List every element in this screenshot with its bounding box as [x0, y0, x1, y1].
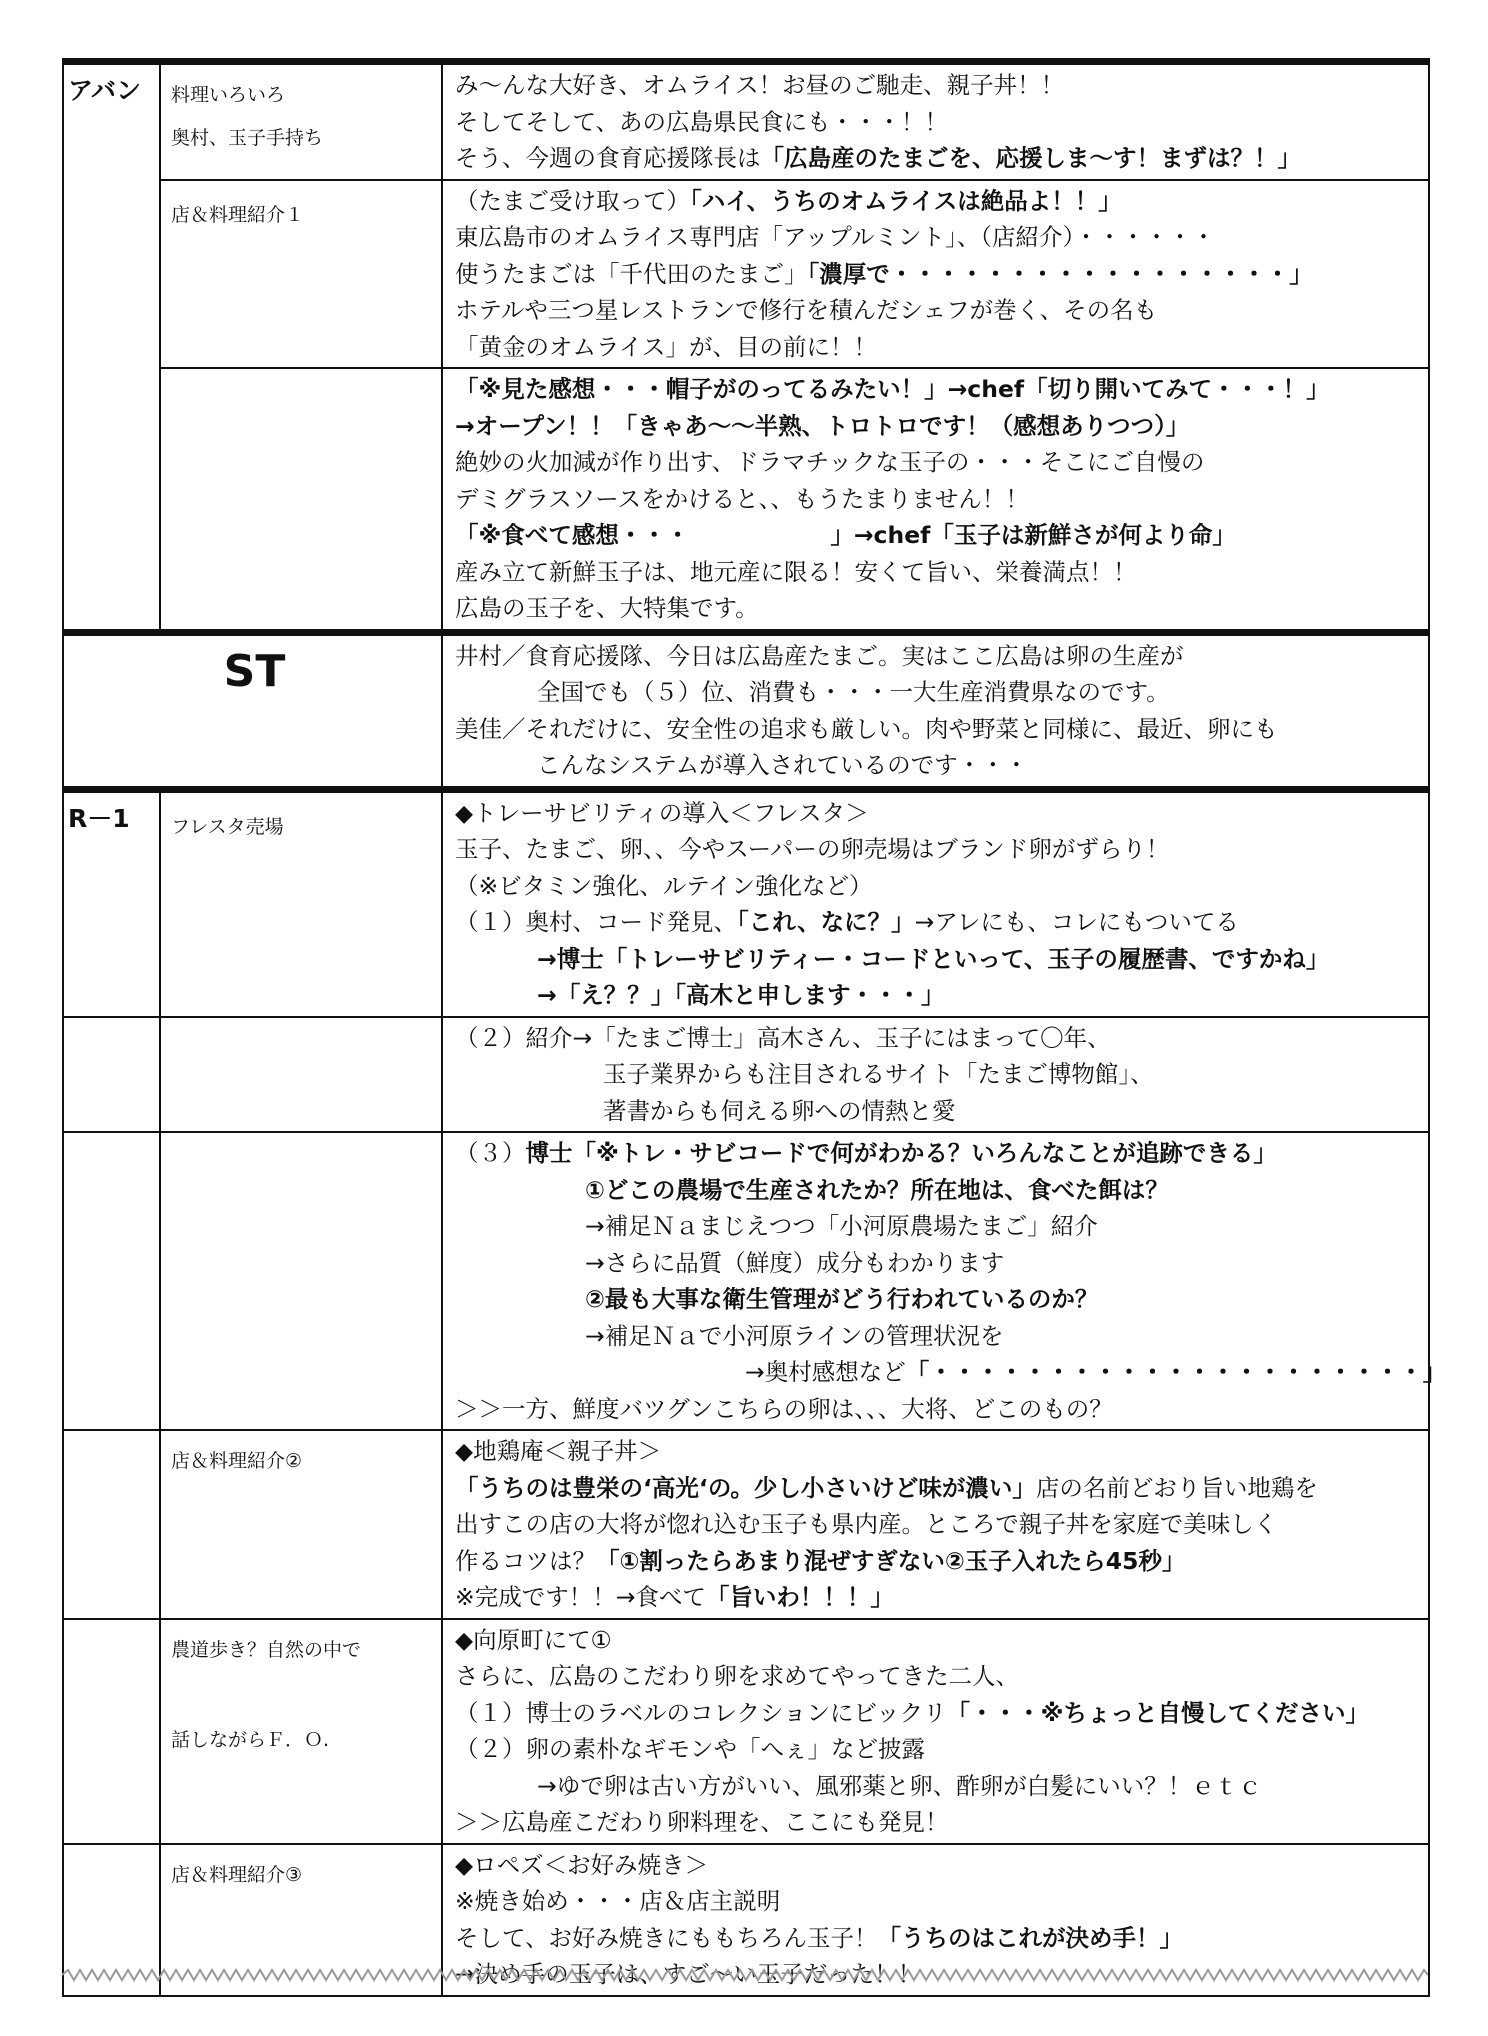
cue-text: 店＆料理紹介②: [171, 1450, 303, 1472]
narration-aban-3: [442, 368, 1429, 632]
narration-r1-4: [442, 1430, 1429, 1619]
cue-text: 奥村、玉子手持ち: [171, 126, 324, 149]
line-part: →アレにも、コレにもついてる: [914, 908, 1239, 936]
cue-text: 料理いろいろ: [171, 84, 286, 106]
script-line: 産み立て新鮮玉子は、地元産に限る！安くて旨い、栄養満点！！: [455, 557, 1137, 586]
cue-text: 農道歩き？自然の中で: [171, 1638, 362, 1661]
script-line: 絶妙の火加減が作り出す、ドラマチックな玉子の・・・そこにご自慢の: [455, 448, 1205, 476]
cue-aban-3: [160, 368, 442, 632]
line-part: そして、お好み焼きにももちろん玉子！: [455, 1923, 878, 1952]
aban-row-1: [63, 62, 1429, 180]
script-line: ①どこの農場で生産されたか？所在地は、食べた餌は？: [585, 1175, 1169, 1204]
script-line: そしてそして、あの広島県民食にも・・・！！: [455, 107, 949, 136]
script-line: こんなシステムが導入されているのです・・・: [537, 751, 1029, 779]
script-line: ②最も大事な衛生管理がどう行われているのか？: [585, 1285, 1099, 1313]
script-line: [455, 1354, 1447, 1391]
script-line: 東広島市のオムライス専門店「アップルミント」、（店紹介）・・・・・・: [455, 223, 1216, 251]
section-cell-empty: [63, 1619, 160, 1844]
line-part: 「広島産のたまごを、応援しま～す！まずは？！」: [760, 144, 1301, 172]
script-line: →さらに品質（鮮度）成分もわかります: [585, 1248, 1005, 1277]
cue-text: 店＆料理紹介③: [171, 1863, 303, 1886]
script-line: ※焼き始め・・・店＆店主説明: [455, 1887, 781, 1915]
script-line: [455, 140, 1428, 177]
r1-row-4: [63, 1430, 1429, 1619]
section-cell-empty: [63, 1017, 160, 1133]
script-line: →補足Ｎａまじえつつ「小河原農場たまご」紹介: [585, 1212, 1098, 1240]
script-line: ◆トレーサビリティの導入＜フレスタ＞: [455, 798, 869, 827]
script-line: （※ビタミン強化、ルテイン強化など）: [455, 871, 873, 900]
script-line: 広島の玉子を、大特集です。: [455, 594, 759, 622]
section-cell-empty: [63, 1430, 160, 1619]
narration-aban-2: [442, 180, 1429, 369]
r1-row-5: [63, 1619, 1429, 1844]
line-part: 「旨いわ！！！」: [705, 1583, 894, 1611]
r1-row-3: [63, 1132, 1429, 1430]
script-line: 玉子業界からも注目されるサイト「たまご博物館」、: [603, 1060, 1154, 1088]
script-line: →博士「トレーサビリティー・コードといって、玉子の履歴書、ですかね」: [537, 944, 1330, 973]
script-table: [62, 58, 1447, 1997]
line-part: 店の名前どおり旨い地鶏を: [1035, 1473, 1318, 1502]
script-line: [455, 183, 1428, 220]
r1-row-1: [63, 789, 1429, 1017]
script-line: [455, 1135, 1428, 1172]
line-part: 「ハイ、うちのオムライスは絶品よ！！」: [690, 186, 1122, 215]
line-part: 「これ、なに？」: [737, 908, 915, 936]
script-line: 出すこの店の大将が惚れ込む玉子も県内産。ところで親子丼を家庭で美味しく: [455, 1510, 1278, 1538]
script-line: 「黄金のオムライス」が、目の前に！！: [455, 332, 878, 361]
cue-r1-5: [160, 1619, 442, 1844]
line-part: →奥村感想など: [745, 1358, 906, 1386]
script-line: さらに、広島のこだわり卵を求めてやってきた二人、: [455, 1662, 1019, 1690]
script-line: [455, 1470, 1428, 1507]
script-line: →「え？？」「高木と申します・・・」: [537, 981, 945, 1009]
line-part: （１）奥村、コード発見、: [455, 908, 737, 936]
line-part: 博士「※トレ・サビコードで何がわかる？いろんなことが追跡できる」: [525, 1139, 1277, 1167]
section-label-aban: アバン: [63, 62, 160, 633]
cue-aban-2: [160, 180, 442, 369]
section-cell-empty: [63, 1132, 160, 1430]
st-row: [63, 632, 1429, 789]
script-line: 「※食べて感想・・・ 」→chef「玉子は新鮮さが何より命」: [455, 521, 1236, 549]
script-line: ＞＞一方、鮮度バツグンこちらの卵は、、、大将、どこのもの？: [455, 1394, 1113, 1423]
script-line: →オープン！！「きゃあ～～半熟、トロトロです！（感想ありつつ）」: [455, 411, 1190, 440]
script-line: →ゆで卵は古い方がいい、風邪薬と卵、酢卵が白髪にいい？！ｅｔｃ: [537, 1771, 1262, 1800]
line-part: 「濃厚で・・・・・・・・・・・・・・・・・」: [807, 259, 1313, 288]
script-line: 全国でも（５）位、消費も・・・一大生産消費県なのです。: [537, 678, 1170, 706]
narration-r1-1: [442, 789, 1429, 1017]
section-label-st: ST: [63, 632, 442, 789]
line-part: 「うちのはこれが決め手！」: [877, 1923, 1184, 1952]
cue-aban-1: [160, 62, 442, 180]
script-line: →決め手の玉子は、すご～い玉子だった！！: [455, 1960, 922, 1988]
torn-edge-line: [62, 1970, 1428, 1980]
line-part: 「・・・・・・・・・・・・・・・・・・・・・」: [905, 1358, 1447, 1386]
line-part: （３）: [455, 1139, 526, 1167]
cue-r1-3: [160, 1132, 442, 1430]
script-line: [455, 904, 1428, 941]
line-part: 「①割ったらあまり混ぜすぎない②玉子入れたら45秒」: [596, 1546, 1186, 1575]
script-line: [455, 1920, 1428, 1957]
line-part: 作るコツは？: [455, 1546, 596, 1575]
script-line: [455, 1695, 1428, 1732]
section-label-r1: R－1: [63, 789, 160, 1017]
script-line: ＞＞広島産こだわり卵料理を、ここにも発見！: [455, 1808, 949, 1836]
script-line: →補足Ｎａで小河原ラインの管理状況を: [585, 1321, 1004, 1350]
script-line: [455, 1543, 1428, 1580]
line-part: 使うたまごは「千代田のたまご」: [455, 259, 808, 288]
line-part: 「うちのは豊栄の‘高光‘の。少し小さいけど味が濃い」: [455, 1473, 1036, 1502]
line-part: ※完成です！！→食べて: [455, 1583, 706, 1611]
narration-r1-3: [442, 1132, 1447, 1430]
cue-text: フレスタ売場: [171, 815, 284, 838]
narration-r1-5: [442, 1619, 1429, 1844]
cue-r1-1: [160, 789, 442, 1017]
script-line: [455, 1579, 1428, 1616]
line-part: （たまご受け取って）: [455, 186, 690, 215]
line-part: 「・・・※ちょっと自慢してください」: [946, 1698, 1369, 1727]
script-line: 「※見た感想・・・帽子がのってるみたい！」→chef「切り開いてみて・・・！」: [455, 375, 1330, 403]
script-line: 玉子、たまご、卵、、今やスーパーの卵売場はブランド卵がずらり！: [455, 835, 1170, 863]
script-line: （２）卵の素朴なギモンや「へぇ」など披露: [455, 1735, 925, 1763]
script-line: ◆向原町にて①: [455, 1625, 612, 1654]
narration-r1-2: [442, 1017, 1429, 1133]
script-line: [455, 256, 1428, 293]
narration-aban-1: [442, 62, 1429, 180]
cue-r1-4: [160, 1430, 442, 1619]
script-line: 井村／食育応援隊、今日は広島産たまご。実はここ広島は卵の生産が: [455, 641, 1184, 670]
cue-r1-2: [160, 1017, 442, 1133]
script-line: ホテルや三つ星レストランで修行を積んだシェフが巻く、その名も: [455, 296, 1158, 324]
script-line: （２）紹介→「たまご博士」高木さん、玉子にはまって〇年、: [455, 1023, 1111, 1052]
torn-edge-decoration: [62, 1968, 1428, 1982]
script-line: 美佳／それだけに、安全性の追求も厳しい。肉や野菜と同様に、最近、卵にも: [455, 714, 1278, 743]
script-line: 著書からも伺える卵への情熱と愛: [603, 1096, 956, 1125]
narration-st: [442, 632, 1429, 789]
script-line: ◆地鶏庵＜親子丼＞: [455, 1437, 662, 1465]
line-part: そう、今週の食育応援隊長は: [455, 144, 761, 172]
script-line: ◆ロペズ＜お好み焼き＞: [455, 1850, 709, 1879]
script-sheet: [62, 58, 1447, 1997]
cue-text: 話しながらＦ．Ｏ.: [171, 1729, 330, 1751]
script-line: デミグラスソースをかけると、、もうたまりません！！: [455, 484, 1029, 513]
line-part: （１）博士のラベルのコレクションにビックリ: [455, 1698, 947, 1727]
script-line: み～んな大好き、オムライス！お昼のご馳走、親子丼！！: [455, 71, 1065, 99]
cue-text: 店＆料理紹介１: [171, 203, 305, 226]
aban-row-3: [63, 368, 1429, 632]
r1-row-2: [63, 1017, 1429, 1133]
aban-row-2: [63, 180, 1429, 369]
